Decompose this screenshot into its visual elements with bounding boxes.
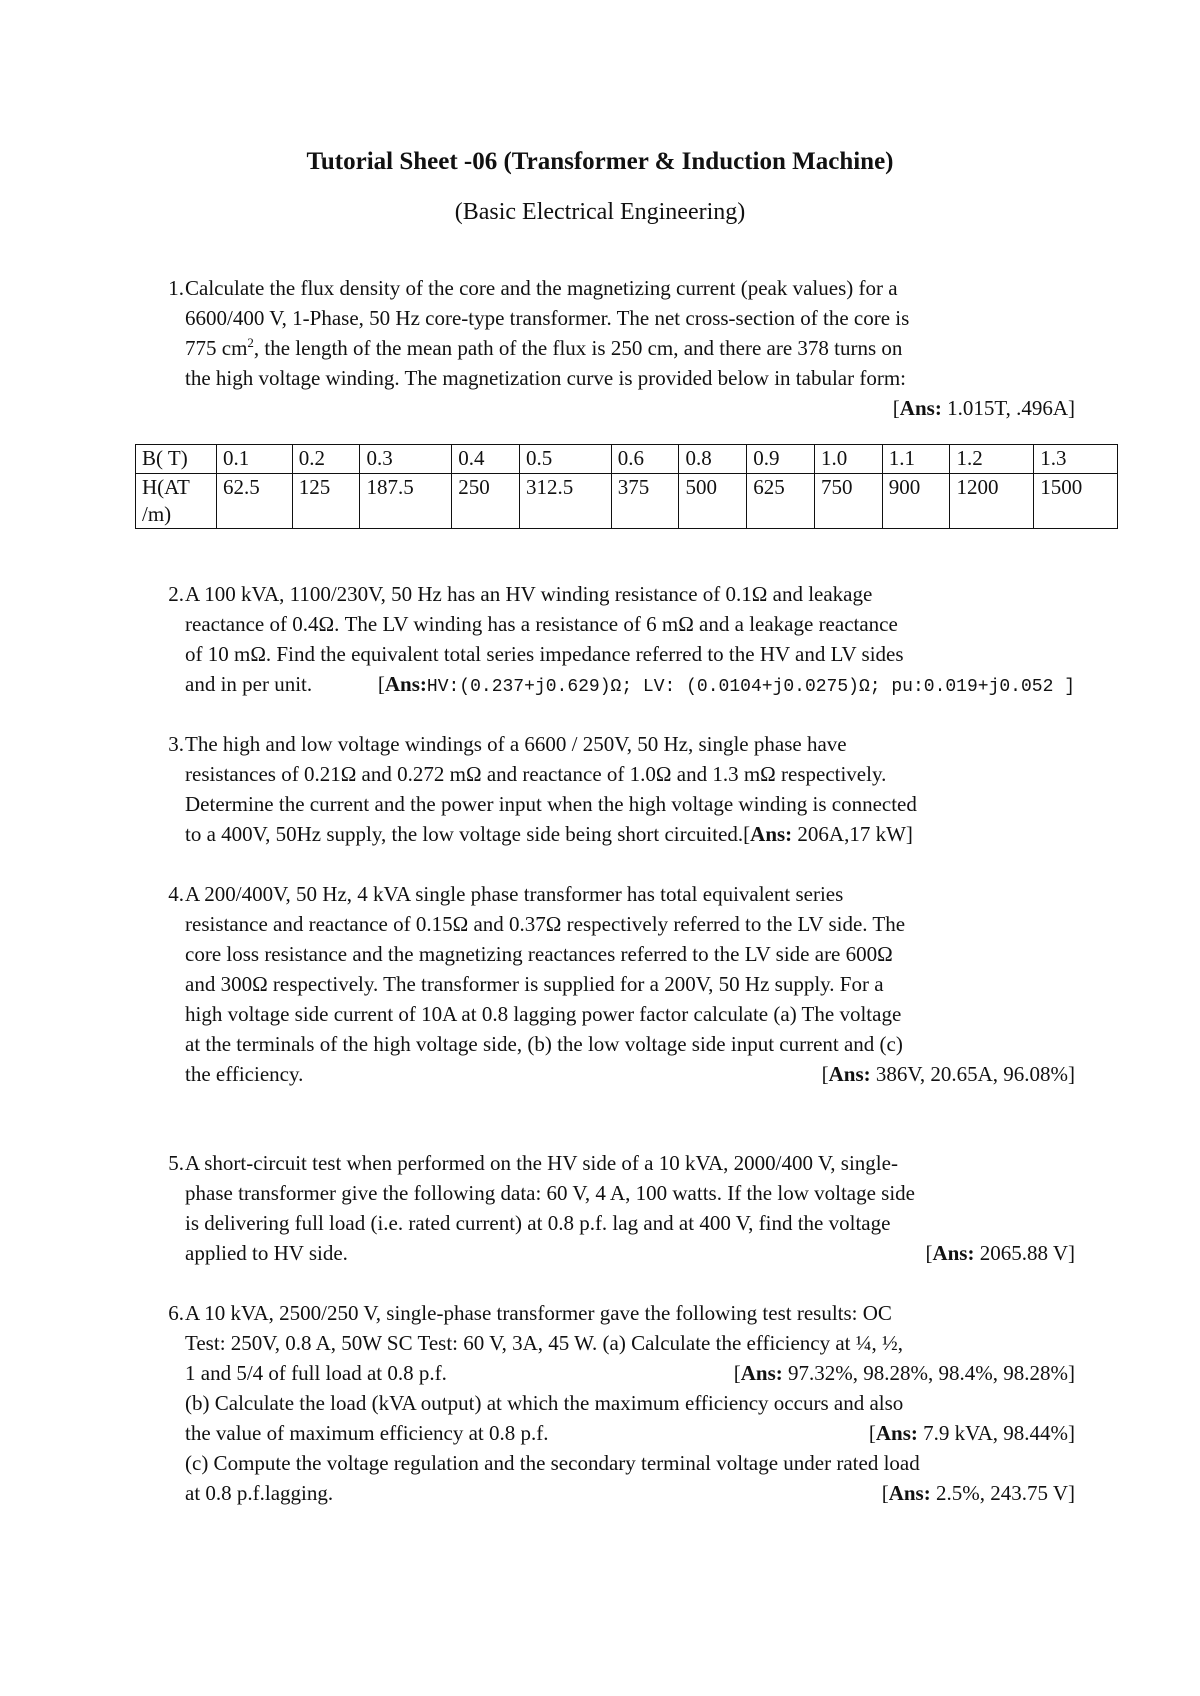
page-subtitle: (Basic Electrical Engineering) <box>454 199 746 225</box>
table-cell: 500 <box>679 474 747 529</box>
table-row <box>136 445 1118 474</box>
table-cell: 750 <box>814 474 882 529</box>
table-cell: 1500 <box>1034 474 1118 529</box>
table-cell: 125 <box>292 474 360 529</box>
table-cell: 1.2 <box>950 445 1034 474</box>
answer: [Ans: 2065.88 V] <box>925 1241 1075 1265</box>
table-cell: 0.5 <box>519 445 611 474</box>
answer: [Ans: 97.32%, 98.28%, 98.4%, 98.28%] <box>733 1361 1075 1385</box>
question-number: 5. <box>168 1151 184 1175</box>
table-cell: 0.9 <box>747 445 815 474</box>
table-cell: 187.5 <box>360 474 452 529</box>
answer: [Ans: 386V, 20.65A, 96.08%] <box>821 1062 1075 1086</box>
question-5 <box>168 1148 1075 1268</box>
answer: [Ans:HV:(0.237+j0.629)Ω; LV: (0.0104+j0.0275)Ω; pu:0.019+j0.052 ] <box>377 672 1075 697</box>
question-text: Calculate the flux density of the core and the magnetizing current (peak values) for a 6600/400 V, 1-Phase, 50 Hz core-type transformer. The net cross-section of the core is 775 $cm^2$, the length of the mean path of the flux is 250 cm, and there are 378 turns on the high voltage winding. The magnetization curve is provided below in tabular form: [Ans: 1.015T, .496A] <box>185 273 1075 423</box>
question-6 <box>168 1298 1075 1508</box>
answer: Ans: <box>750 822 793 846</box>
answer: [Ans: 2.5%, 243.75 V] <box>881 1481 1075 1505</box>
question-3 <box>168 729 1075 849</box>
table-cell: 1.0 <box>814 445 882 474</box>
table-header-cell: H(AT /m) <box>136 474 217 529</box>
question-number: 6. <box>168 1301 184 1325</box>
table-cell: 375 <box>611 474 679 529</box>
table-cell: 250 <box>452 474 520 529</box>
magnetization-table <box>135 444 1118 529</box>
question-number: 2. <box>168 582 184 606</box>
question-2 <box>168 579 1075 702</box>
table-cell: 1.1 <box>882 445 950 474</box>
table-cell: 0.8 <box>679 445 747 474</box>
table-cell: 0.1 <box>217 445 293 474</box>
question-text: A short-circuit test when performed on the HV side of a 10 kVA, 2000/400 V, single- phase transformer give the following data: 60 V, 4 A, 100 watts. If the low voltage side is delivering full load (i.e. rated current) at 0.8 p.f. lag and at 400 V, find the voltage applied to HV side. [Ans: 2065.88 V] <box>185 1148 1075 1268</box>
question-text: The high and low voltage windings of a 6600 / 250V, 50 Hz, single phase have resistances of 0.21Ω and 0.272 mΩ and reactance of 1.0Ω and 1.3 mΩ respectively. Determine the current and the power input when the high voltage winding is connected to a 400V, 50Hz supply, the low voltage side being short circuited.[Ans: 206A,17 kW] <box>185 732 917 846</box>
table-cell: 1200 <box>950 474 1034 529</box>
table-cell: 0.6 <box>611 445 679 474</box>
table-header-cell: B( T) <box>136 445 217 474</box>
table-cell: 0.2 <box>292 445 360 474</box>
answer: [Ans: 7.9 kVA, 98.44%] <box>868 1421 1075 1445</box>
table-cell: 625 <box>747 474 815 529</box>
question-number: 4. <box>168 882 184 906</box>
question-text: A 10 kVA, 2500/250 V, single-phase transformer gave the following test results: OC Test: 250V, 0.8 A, 50W SC Test: 60 V, 3A, 45 W. (a) Calculate the efficiency at ¼, ½, 1 and 5/4 of full load at 0.8 p.f. [Ans: 97.32%, 98.28%, 98.4%, 98.28%] (b) Calculate the load (kVA output) at which the maximum efficiency occurs and also the value of maximum efficiency at 0.8 p.f. [Ans: 7.9 kVA, 98.44%] (c) Compute the voltage regulation and the secondary terminal voltage under rated load at 0.8 p.f.lagging. [Ans: 2.5%, 243.75 V] <box>185 1298 1075 1508</box>
table-cell: 900 <box>882 474 950 529</box>
table-cell: 1.3 <box>1034 445 1118 474</box>
question-text: A 100 kVA, 1100/230V, 50 Hz has an HV winding resistance of 0.1Ω and leakage reactance of 0.4Ω. The LV winding has a resistance of 6 mΩ and a leakage reactance of 10 mΩ. Find the equivalent total series impedance referred to the HV and LV sides and in per unit. [Ans:HV:(0.237+j0.629)Ω; LV: (0.0104+j0.0275)Ω; pu:0.019+j0.052 ] <box>185 579 1075 699</box>
table-cell: 62.5 <box>217 474 293 529</box>
table-cell: 0.4 <box>452 445 520 474</box>
question-number: 1. <box>168 276 184 300</box>
answer: [Ans: 1.015T, .496A] <box>892 396 1075 420</box>
table-cell: 0.3 <box>360 445 452 474</box>
question-number: 3. <box>168 732 184 756</box>
table-cell: 312.5 <box>519 474 611 529</box>
question-text: A 200/400V, 50 Hz, 4 kVA single phase transformer has total equivalent series resistance and reactance of 0.15Ω and 0.37Ω respectively referred to the LV side. The core loss resistance and the magnetizing reactances referred to the LV side are 600Ω and 300Ω respectively. The transformer is supplied for a 200V, 50 Hz supply. For a high voltage side current of 10A at 0.8 lagging power factor calculate (a) The voltage at the terminals of the high voltage side, (b) the low voltage side input current and (c) the efficiency. [Ans: 386V, 20.65A, 96.08%] <box>185 879 1075 1089</box>
table-row <box>136 474 1118 529</box>
question-4 <box>168 879 1075 1089</box>
page-title: Tutorial Sheet -06 (Transformer & Induction Machine) <box>306 148 894 175</box>
question-1 <box>168 273 1075 423</box>
